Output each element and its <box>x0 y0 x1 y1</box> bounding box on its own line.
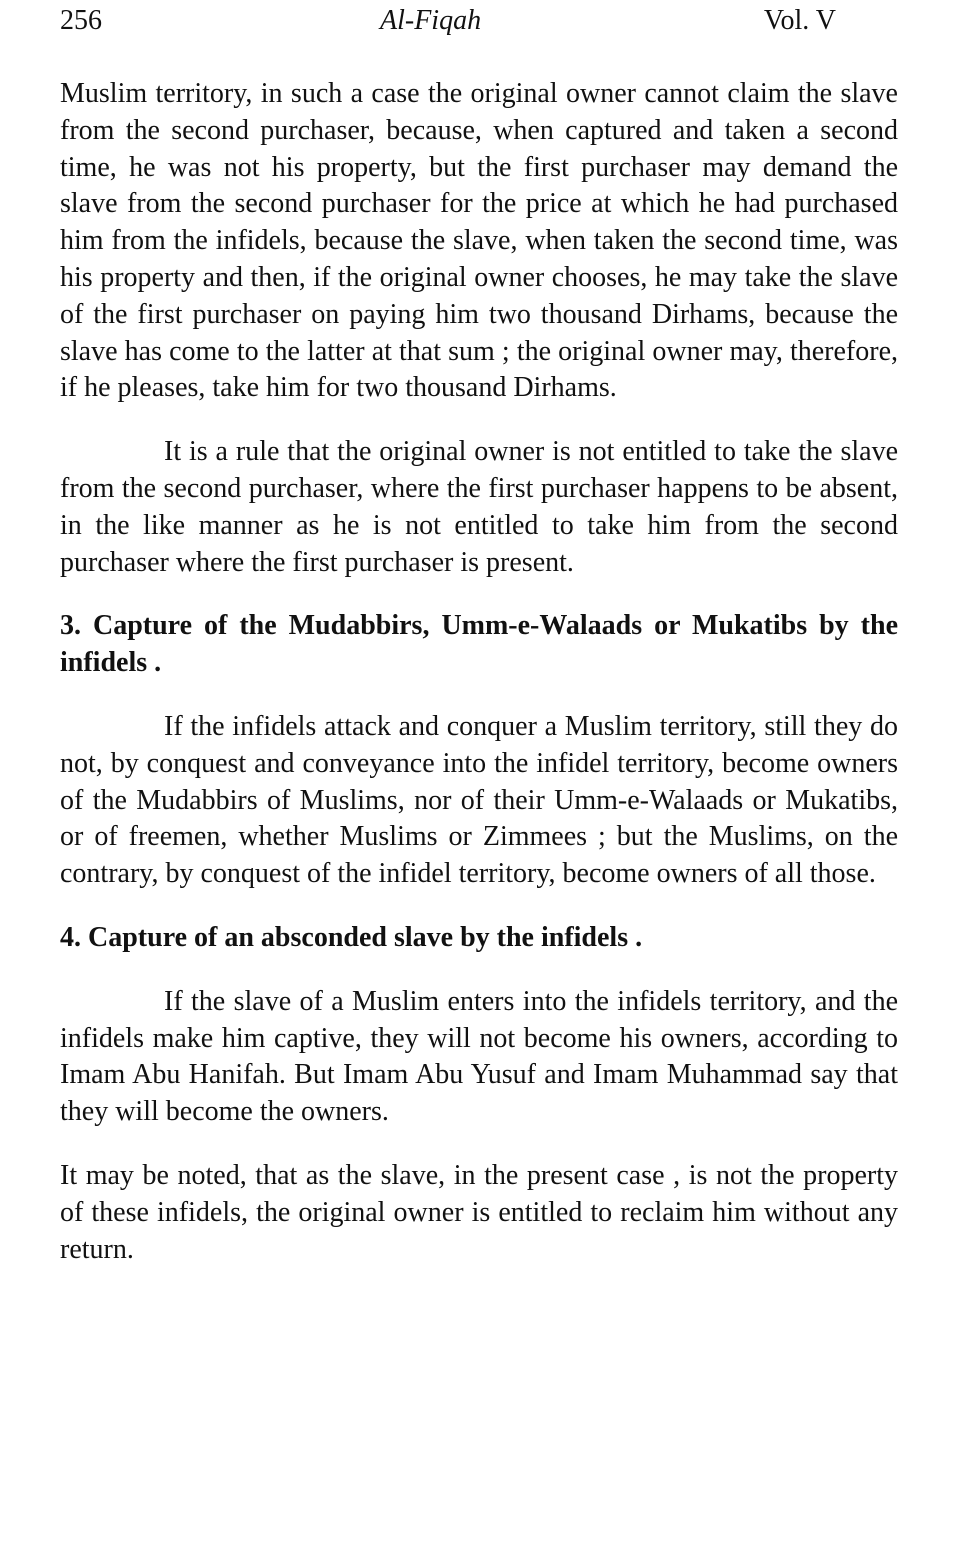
paragraph-rule: It is a rule that the original owner is not entitled to take the slave from the second purchaser, where the first purchaser happens to be absent, in the like manner as he is not entitled to take him from the second purchaser where the first purchaser is present. <box>60 436 898 578</box>
paragraph-note: It may be noted, that as the slave, in the present case , is not the property of these infidels, the original owner is entitled to reclaim him without any return. <box>60 1159 898 1265</box>
section-heading-4: 4. Capture of an absconded slave by the infidels . <box>60 921 643 953</box>
page-number: 256 <box>60 5 102 36</box>
paragraph-continued: Muslim territory, in such a case the original owner cannot claim the slave from the second purchaser, because, when captured and taken a second time, he was not his property, but the first purchaser may demand the slave from the second purchaser for the price at which he had purchased him from the infidels, because the slave, when taken the second time, was his property and then, if the original owner chooses, he may take the slave of the first purchaser on paying him two thousand Dirhams, because the slave has come to the latter at that sum ; the original owner may, therefore, if he pleases, take him for two thousand Dirhams. <box>60 78 898 404</box>
paragraph-mudabbirs: If the infidels attack and conquer a Muslim territory, still they do not, by conquest and conveyance into the infidel territory, become owners of the Mudabbirs of Muslims, nor of their Umm-e-Walaads or Mukatibs, or of freemen, whether Muslims or Zimmees ; but the Muslims, on the contrary, by conquest of the infidel territory, become owners of all those. <box>60 710 898 890</box>
book-title: Al-Fiqah <box>380 5 482 36</box>
book-page <box>60 0 898 1268</box>
section-heading-3: 3. Capture of the Mudabbirs, Umm-e-Walaads or Mukatibs by the infidels . <box>60 610 898 679</box>
paragraph-absconded-slave: If the slave of a Muslim enters into the infidels territory, and the infidels make him captive, they will not become his owners, according to Imam Abu Hanifah. But Imam Abu Yusuf and Imam Muhammad say that they will become the owners. <box>60 985 898 1128</box>
volume-label: Vol. V <box>763 5 836 36</box>
running-header <box>60 0 898 48</box>
